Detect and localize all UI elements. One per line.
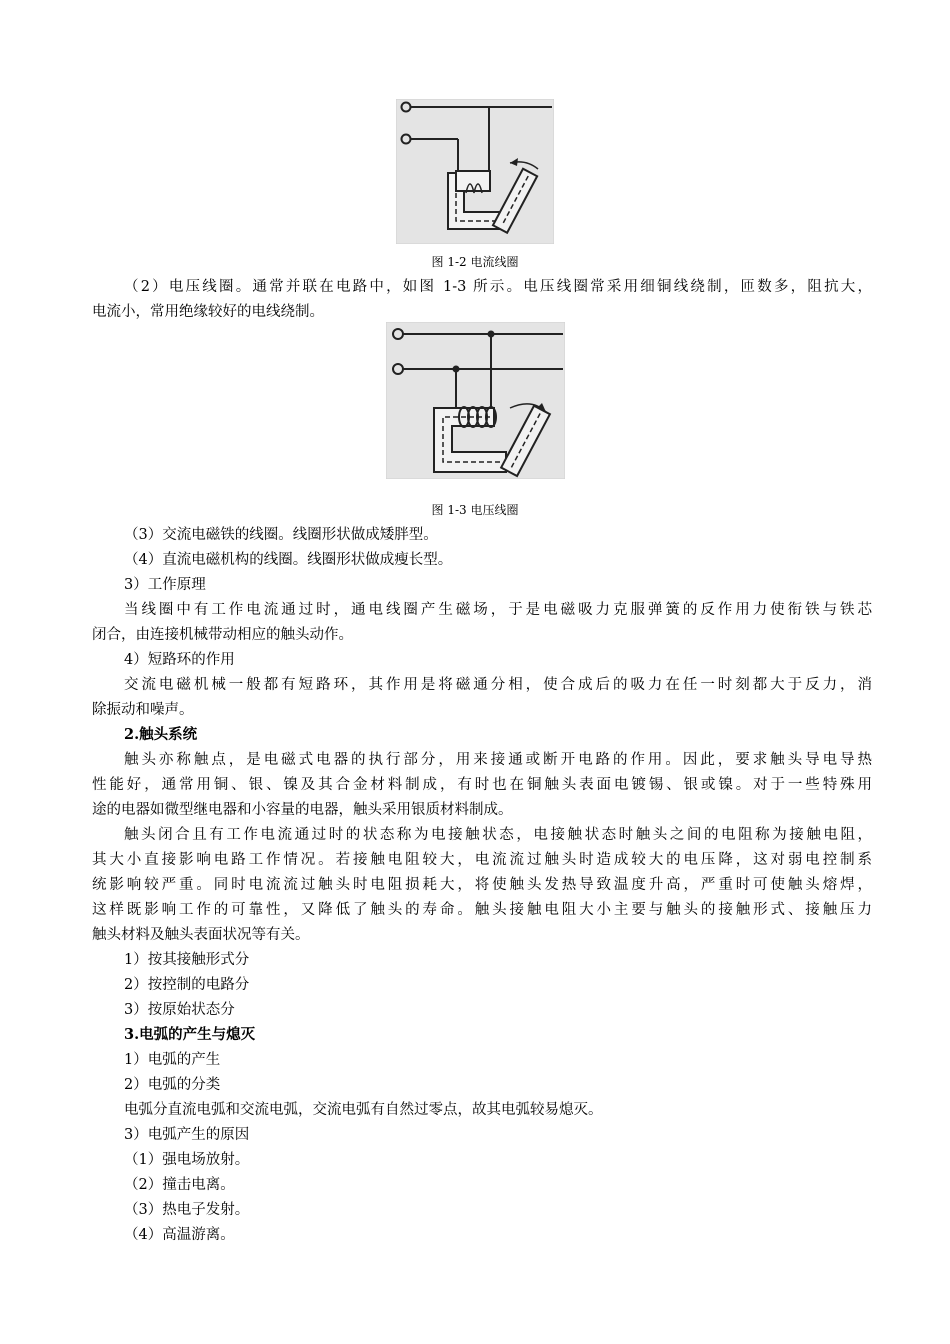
text-line: 电流小，常用绝缘较好的电线绕制。 bbox=[92, 304, 324, 320]
list-item: 2）电弧的分类 bbox=[124, 1077, 221, 1093]
section-heading: 3.电弧的产生与熄灭 bbox=[124, 1026, 256, 1043]
list-item: 3）电弧产生的原因 bbox=[124, 1127, 250, 1143]
text-line: （4）直流电磁机构的线圈。线圈形状做成瘦长型。 bbox=[124, 552, 453, 568]
section-heading: 2.触头系统 bbox=[124, 726, 198, 743]
text-line: 交流电磁机械一般都有短路环，其作用是将磁通分相，使合成后的吸力在任一时刻都大于反力，消 bbox=[124, 677, 872, 693]
text-line: （2）电压线圈。通常并联在电路中，如图 1-3 所示。电压线圈常采用细铜线绕制，匝数多，阻抗大， bbox=[124, 279, 872, 295]
voltage-coil-diagram bbox=[386, 322, 565, 479]
list-item: 3）按原始状态分 bbox=[124, 1002, 235, 1018]
list-item: 2）按控制的电路分 bbox=[124, 977, 250, 993]
list-item: （4）高温游离。 bbox=[124, 1227, 235, 1243]
current-coil-figure bbox=[396, 99, 554, 244]
figure-caption-1-2: 图 1-2 电流线圈 bbox=[431, 255, 519, 269]
section-heading: 3）工作原理 bbox=[124, 577, 206, 593]
text-line: 触头亦称触点，是电磁式电器的执行部分，用来接通或断开电路的作用。因此，要求触头导电导热 bbox=[124, 752, 872, 768]
voltage-coil-figure bbox=[386, 322, 565, 479]
text-line: 当线圈中有工作电流通过时，通电线圈产生磁场，于是电磁吸力克服弹簧的反作用力使衔铁与铁芯 bbox=[124, 602, 872, 618]
section-heading: 4）短路环的作用 bbox=[124, 652, 235, 668]
text-line: （3）交流电磁铁的线圈。线圈形状做成矮胖型。 bbox=[124, 527, 438, 543]
text-line: 统影响较严重。同时电流流过触头时电阻损耗大，将使触头发热导致温度升高，严重时可使触头熔焊， bbox=[92, 877, 872, 893]
text-line: 这样既影响工作的可靠性，又降低了触头的寿命。触头接触电阻大小主要与触头的接触形式、接触压力 bbox=[92, 902, 872, 918]
text-line: 闭合，由连接机械带动相应的触头动作。 bbox=[92, 627, 353, 643]
text-line: 触头材料及触头表面状况等有关。 bbox=[92, 927, 310, 943]
text-line: 触头闭合且有工作电流通过时的状态称为电接触状态，电接触状态时触头之间的电阻称为接触电阻， bbox=[124, 827, 872, 843]
text-line: 其大小直接影响电路工作情况。若接触电阻较大，电流流过触头时造成较大的电压降，这对弱电控制系 bbox=[92, 852, 872, 868]
list-item: （2）撞击电离。 bbox=[124, 1177, 235, 1193]
text-line: 除振动和噪声。 bbox=[92, 702, 194, 718]
list-item: 1）电弧的产生 bbox=[124, 1052, 221, 1068]
list-item: （3）热电子发射。 bbox=[124, 1202, 250, 1218]
current-coil-diagram bbox=[396, 99, 554, 244]
figure-caption-1-3: 图 1-3 电压线圈 bbox=[431, 503, 519, 517]
list-item: 1）按其接触形式分 bbox=[124, 952, 250, 968]
text-line: 性能好，通常用铜、银、镍及其合金材料制成，有时也在铜触头表面电镀锡、银或镍。对于一些特殊用 bbox=[92, 777, 872, 793]
list-item: （1）强电场放射。 bbox=[124, 1152, 250, 1168]
text-line: 途的电器如微型继电器和小容量的电器，触头采用银质材料制成。 bbox=[92, 802, 513, 818]
text-line: 电弧分直流电弧和交流电弧，交流电弧有自然过零点，故其电弧较易熄灭。 bbox=[124, 1102, 603, 1118]
